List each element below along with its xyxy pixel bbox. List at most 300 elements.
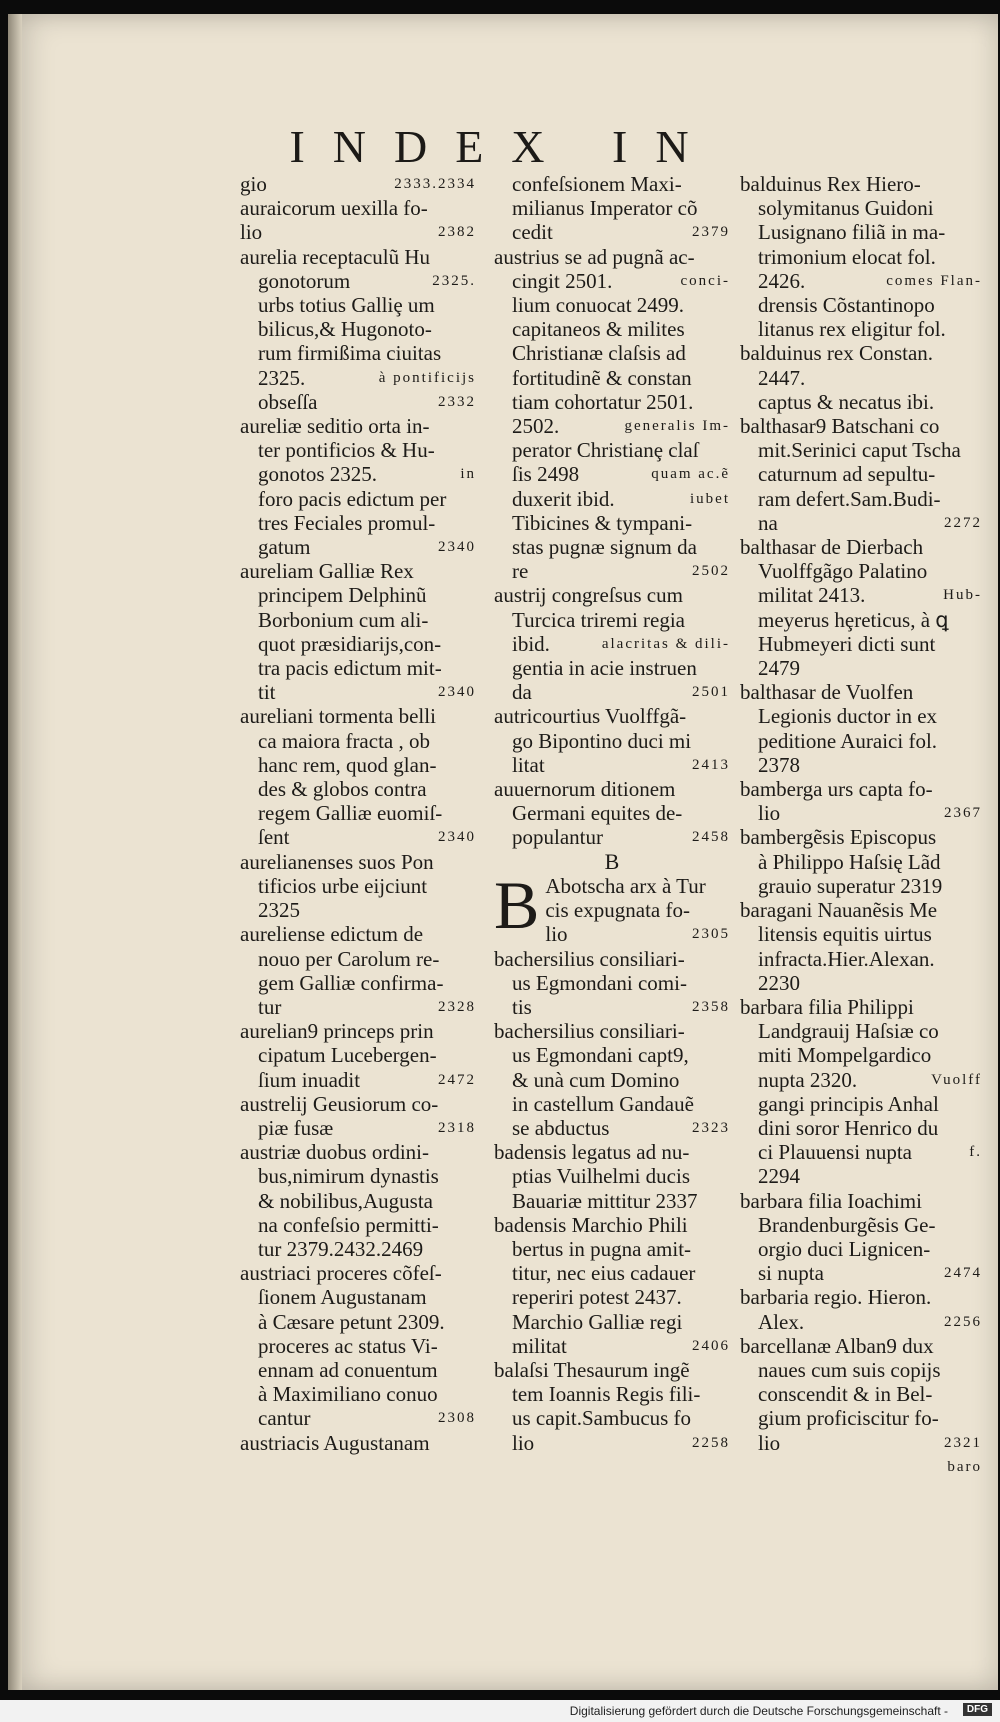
index-text: foro pacis edictum per [258, 486, 447, 511]
index-line [494, 1164, 730, 1188]
index-text: cis expugnata fo- [545, 898, 690, 923]
index-line [494, 583, 730, 607]
index-text: ennam ad conuentum [258, 1357, 438, 1382]
index-text: si nupta [758, 1261, 824, 1286]
index-ref: 2318 [438, 1119, 476, 1136]
index-text: us Egmondani capt9, [512, 1043, 689, 1068]
index-line [494, 632, 730, 656]
index-line [740, 608, 982, 632]
index-text: bertus in pugna amit- [512, 1236, 692, 1261]
index-text: fortitudinẽ & constan [512, 365, 692, 390]
index-text: Legionis ductor in ex [758, 704, 938, 729]
index-text: nouo per Carolum re- [258, 946, 440, 971]
index-line [494, 680, 730, 704]
index-line [494, 341, 730, 365]
index-line [740, 172, 982, 196]
index-ref: 2458 [692, 829, 730, 846]
index-text: proceres ac status Vi- [258, 1333, 438, 1358]
index-text: Hubmeyeri dicti sunt [758, 631, 936, 656]
index-text: cingit 2501. [512, 268, 613, 293]
index-line [240, 1406, 476, 1430]
index-text: bilicus,& Hugonoto- [258, 317, 432, 342]
index-text: balduinus rex Constan. [740, 341, 934, 366]
index-line [740, 680, 982, 704]
index-line [740, 1285, 982, 1309]
index-text: bamberga urs capta fo- [740, 777, 933, 802]
index-line [740, 1019, 982, 1043]
index-text: bachersilius consiliari- [494, 946, 685, 971]
index-line [240, 245, 476, 269]
index-line [240, 995, 476, 1019]
index-line [740, 801, 982, 825]
index-line [494, 947, 730, 971]
index-text: mit.Serinici caput Tscha [758, 438, 961, 463]
index-text: peditione Auraici fol. [758, 728, 938, 753]
index-text: badensis legatus ad nu- [494, 1140, 690, 1165]
index-line [494, 777, 730, 801]
index-line [494, 971, 730, 995]
index-line [240, 1358, 476, 1382]
footer-credit: Digitalisierung gefördert durch die Deutsche Forschungsgemeinschaft - [569, 1704, 948, 1718]
index-line [240, 1213, 476, 1237]
index-text: meyerus hȩreticus, à ꝗ [758, 607, 949, 632]
index-column-2 [494, 172, 730, 1455]
index-text: ſium inuadit [258, 1067, 361, 1092]
drop-cap-b: B [494, 866, 540, 943]
index-text: Lusignano filiã in ma- [758, 220, 946, 245]
index-line [494, 1358, 730, 1382]
index-line [494, 1261, 730, 1285]
index-text: nupta 2320. [758, 1067, 858, 1092]
index-text: aurelianenses suos Pon [240, 849, 434, 874]
index-text: go Bipontino duci mi [512, 728, 692, 753]
index-line [494, 656, 730, 680]
index-column-3 [740, 172, 982, 1479]
page-binding-edge [8, 14, 22, 1690]
index-ref: 2472 [438, 1071, 476, 1088]
index-ref: conci- [680, 272, 730, 289]
index-text: cipatum Lucebergen- [258, 1043, 437, 1068]
index-text: re [512, 559, 529, 584]
index-ref: 2358 [692, 998, 730, 1015]
index-line [740, 1092, 982, 1116]
index-text: austrij congreſsus cum [494, 583, 683, 608]
index-ref: à pontificijs [378, 369, 476, 386]
index-line [240, 922, 476, 946]
index-line [240, 777, 476, 801]
page-title: INDEX IN [289, 121, 717, 172]
index-text: miti Mompelgardico [758, 1043, 932, 1068]
index-line [494, 487, 730, 511]
index-line [240, 1019, 476, 1043]
index-text: Marchio Galliæ regi [512, 1309, 683, 1334]
index-text: tres Feciales promul- [258, 510, 436, 535]
index-line [240, 1116, 476, 1140]
index-text: aurelian9 princeps prin [240, 1019, 434, 1044]
index-text: perator Christianȩ claſ [512, 438, 699, 463]
index-ref: 2256 [944, 1313, 982, 1330]
index-text: gio [240, 172, 267, 196]
index-line [494, 462, 730, 486]
index-text: in castellum Gandauẽ [512, 1091, 694, 1116]
index-text: na confeſsio permitti- [258, 1212, 439, 1237]
index-line [740, 1310, 982, 1334]
index-text: bus,nimirum dynastis [258, 1164, 439, 1189]
index-line [494, 801, 730, 825]
index-line [740, 729, 982, 753]
index-text: lio [545, 922, 568, 947]
index-line [240, 172, 476, 196]
index-ref: 2379 [692, 224, 730, 241]
index-line [494, 753, 730, 777]
index-text: austriæ duobus ordini- [240, 1140, 429, 1165]
index-text: se abductus [512, 1115, 610, 1140]
index-line [240, 874, 476, 898]
index-ref: alacritas & dili- [601, 635, 730, 652]
index-text: austrelij Geusiorum co- [240, 1091, 439, 1116]
index-line [240, 1431, 476, 1455]
index-ref: quam ac.ẽ [651, 466, 730, 483]
index-text: autricourtius Vuolffgã- [494, 704, 687, 729]
index-line [240, 583, 476, 607]
index-line [740, 414, 982, 438]
index-line [240, 341, 476, 365]
index-text: da [512, 680, 532, 705]
index-text: tit [258, 680, 276, 705]
index-column-1 [240, 172, 476, 1455]
index-text: drensis Cõstantinopo [758, 293, 935, 318]
index-text: dini soror Henrico du [758, 1115, 939, 1140]
index-text: baragani Nauanẽsis Me [740, 898, 938, 923]
index-line [494, 1068, 730, 1092]
index-line [740, 753, 982, 777]
index-text: à Philippo Haſsię Lãd [758, 849, 941, 874]
index-line [740, 1406, 982, 1430]
index-text: & unà cum Domino [512, 1067, 680, 1092]
section-b-entries [494, 866, 730, 1455]
index-text: 2502. [512, 414, 560, 439]
index-line [494, 269, 730, 293]
index-line [240, 1310, 476, 1334]
index-line [240, 680, 476, 704]
index-text: balthasar de Dierbach [740, 535, 924, 560]
index-line [240, 366, 476, 390]
index-text: Germani equites de- [512, 801, 683, 826]
index-ref: baro [947, 1458, 982, 1475]
index-text: aurelia receptaculũ Hu [240, 244, 431, 269]
index-line [240, 559, 476, 583]
index-line [240, 608, 476, 632]
index-text: austrius se ad pugnã ac- [494, 244, 695, 269]
index-text: populantur [512, 825, 603, 850]
index-ref: in [460, 466, 476, 483]
index-ref: Hub- [943, 587, 982, 604]
index-text: ram defert.Sam.Budi- [758, 486, 941, 511]
index-line [740, 462, 982, 486]
index-text: trimonium elocat fol. [758, 244, 936, 269]
index-line [494, 1140, 730, 1164]
index-line [494, 293, 730, 317]
index-line [494, 559, 730, 583]
index-line [740, 1455, 982, 1479]
index-line [240, 850, 476, 874]
index-text: bambergẽsis Episcopus [740, 825, 937, 850]
index-line [740, 269, 982, 293]
index-text: Bauariæ mittitur 2337 [512, 1188, 698, 1213]
index-text: hanc rem, quod glan- [258, 752, 437, 777]
index-text: austriacis Augustanam [240, 1430, 430, 1455]
index-line [494, 220, 730, 244]
index-line [740, 1213, 982, 1237]
index-text: Vuolffgãgo Palatino [758, 559, 928, 584]
index-text: aureliense edictum de [240, 922, 424, 947]
index-text: auraicorum uexilla fo- [240, 196, 428, 221]
index-ref: 2332 [438, 393, 476, 410]
index-line [494, 1116, 730, 1140]
index-line [240, 390, 476, 414]
index-line [740, 487, 982, 511]
index-line [240, 753, 476, 777]
index-line [740, 1116, 982, 1140]
index-line [494, 1092, 730, 1116]
index-text: stas pugnæ signum da [512, 535, 697, 560]
index-text: lio [758, 801, 781, 826]
index-ref: 2323 [692, 1119, 730, 1136]
index-text: 2378 [758, 752, 800, 777]
index-line [494, 1285, 730, 1309]
index-ref: 2340 [438, 684, 476, 701]
index-line [240, 1189, 476, 1213]
index-line [240, 511, 476, 535]
index-text: austriaci proceres cõfeſ- [240, 1261, 442, 1286]
index-text: gem Galliæ confirma- [258, 970, 444, 995]
index-text: ptias Vuilhelmi ducis [512, 1164, 691, 1189]
index-line [740, 1358, 982, 1382]
index-line [494, 172, 730, 196]
index-text: barbaria regio. Hieron. [740, 1285, 932, 1310]
index-line [240, 487, 476, 511]
index-text: lio [240, 220, 263, 245]
index-line [240, 1043, 476, 1067]
index-line [740, 390, 982, 414]
index-text: gonotos 2325. [258, 462, 378, 487]
index-line [740, 366, 982, 390]
index-line [740, 947, 982, 971]
index-text: aureliam Galliæ Rex [240, 559, 414, 584]
index-line [240, 947, 476, 971]
index-line [240, 1334, 476, 1358]
index-line [494, 196, 730, 220]
index-ref: 2305 [692, 926, 730, 943]
index-ref: 2258 [692, 1434, 730, 1451]
index-text: tificios urbe eijciunt [258, 873, 428, 898]
index-text: militat 2413. [758, 583, 866, 608]
index-line [494, 511, 730, 535]
index-ref: 2340 [438, 539, 476, 556]
index-text: gentia in acie instruen [512, 656, 697, 681]
index-text: naues cum suis copijs [758, 1357, 941, 1382]
index-line [240, 729, 476, 753]
index-text: Abotscha arx à Tur [545, 873, 706, 898]
index-line [240, 535, 476, 559]
index-text: lio [512, 1430, 535, 1455]
index-ref: 2333.2334 [394, 176, 476, 192]
index-line [740, 535, 982, 559]
index-text: piæ fusæ [258, 1115, 334, 1140]
index-text: milianus Imperator cõ [512, 196, 698, 221]
index-text: 2426. [758, 268, 806, 293]
index-line [740, 1237, 982, 1261]
index-ref: 2272 [944, 514, 982, 531]
index-ref: 2308 [438, 1410, 476, 1427]
index-text: badensis Marchio Phili [494, 1212, 688, 1237]
index-text: & nobilibus,Augusta [258, 1188, 434, 1213]
index-text: aureliani tormenta belli [240, 704, 436, 729]
index-text: Landgrauij Haſsiæ co [758, 1019, 939, 1044]
index-text: principem Delphinũ [258, 583, 427, 608]
index-line [240, 1092, 476, 1116]
index-text: us Egmondani comi- [512, 970, 687, 995]
index-text: bachersilius consiliari- [494, 1019, 685, 1044]
index-line [494, 825, 730, 849]
index-line [494, 245, 730, 269]
index-text: confeſsionem Maxi- [512, 172, 682, 196]
index-line [740, 511, 982, 535]
index-ref: comes Flan- [886, 272, 982, 289]
index-line [740, 777, 982, 801]
index-line [740, 1261, 982, 1285]
index-ref: 2382 [438, 224, 476, 241]
index-text: Christianæ claſsis ad [512, 341, 686, 366]
index-text: Brandenburgẽsis Ge- [758, 1212, 936, 1237]
index-line [740, 704, 982, 728]
index-text: gatum [258, 535, 311, 560]
index-text: tem Ioannis Regis fili- [512, 1382, 701, 1407]
index-text: Alex. [758, 1309, 805, 1334]
index-line [740, 1334, 982, 1358]
index-line [740, 583, 982, 607]
index-line [494, 1334, 730, 1358]
index-ref: 2367 [944, 805, 982, 822]
index-line [740, 922, 982, 946]
index-line [240, 462, 476, 486]
index-text: ſionem Augustanam [258, 1285, 427, 1310]
index-line [240, 1382, 476, 1406]
index-line [494, 704, 730, 728]
index-ref: 2321 [944, 1434, 982, 1451]
index-text: tra pacis edictum mit- [258, 656, 442, 681]
index-line [740, 1382, 982, 1406]
index-text: solymitanus Guidoni [758, 196, 934, 221]
index-line [740, 196, 982, 220]
index-text: Borbonium cum ali- [258, 607, 429, 632]
index-text: gangi principis Anhal [758, 1091, 939, 1116]
index-ref: 2325. [432, 272, 476, 289]
index-line [494, 995, 730, 1019]
index-ref: Vuolff [931, 1071, 982, 1088]
index-line [240, 971, 476, 995]
index-text: obseſſa [258, 389, 318, 414]
index-line [740, 220, 982, 244]
index-line [494, 1382, 730, 1406]
index-line [494, 1213, 730, 1237]
index-text: 2479 [758, 656, 800, 681]
index-text: ci Plauuensi nupta [758, 1140, 912, 1165]
index-line [494, 366, 730, 390]
index-text: ter pontificios & Hu- [258, 438, 435, 463]
index-line [494, 535, 730, 559]
index-line [494, 729, 730, 753]
index-text: grauio superatur 2319 [758, 873, 943, 898]
index-text: litensis equitis uirtus [758, 922, 932, 947]
index-line [240, 269, 476, 293]
index-text: gium proficiscitur fo- [758, 1406, 939, 1431]
index-ref: 2474 [944, 1265, 982, 1282]
index-line [240, 1237, 476, 1261]
index-line [740, 1164, 982, 1188]
index-text: auuernorum ditionem [494, 777, 676, 802]
index-text: balduinus Rex Hiero- [740, 172, 921, 196]
index-text: urbs totius Galliȩ um [258, 293, 435, 318]
index-text: 2447. [758, 365, 806, 390]
index-line [494, 1310, 730, 1334]
index-line [240, 317, 476, 341]
index-line [494, 438, 730, 462]
index-text: duxerit ibid. [512, 486, 615, 511]
index-line [494, 608, 730, 632]
index-line [740, 438, 982, 462]
index-text: na [758, 510, 778, 535]
index-line [240, 825, 476, 849]
index-line [740, 559, 982, 583]
index-text: litanus rex eligitur fol. [758, 317, 946, 342]
index-text: ibid. [512, 631, 550, 656]
index-line [740, 656, 982, 680]
index-text: tis [512, 994, 532, 1019]
index-line [740, 1431, 982, 1455]
index-ref: f. [969, 1144, 982, 1161]
index-text: captus & necatus ibi. [758, 389, 935, 414]
index-text: tur [258, 994, 282, 1019]
index-line [494, 1237, 730, 1261]
index-text: titur, nec eius cadauer [512, 1261, 696, 1286]
section-heading-b: B [604, 848, 620, 874]
index-text: balthasar de Vuolfen [740, 680, 914, 705]
index-line [240, 898, 476, 922]
index-line [240, 704, 476, 728]
index-line [740, 1140, 982, 1164]
index-line [240, 1261, 476, 1285]
index-text: lium conuocat 2499. [512, 293, 685, 318]
index-text: caturnum ad sepultu- [758, 462, 936, 487]
index-text: capitaneos & milites [512, 317, 685, 342]
index-text: militat [512, 1333, 567, 1358]
index-line [740, 317, 982, 341]
index-line [740, 1068, 982, 1092]
index-line [740, 1043, 982, 1067]
index-line [494, 414, 730, 438]
index-line [740, 898, 982, 922]
index-line [240, 220, 476, 244]
index-ref: 2340 [438, 829, 476, 846]
index-text: us capit.Sambucus fo [512, 1406, 692, 1431]
index-text: litat [512, 752, 545, 777]
index-text: Tibicines & tympani- [512, 510, 693, 535]
index-text: à Maximiliano conuo [258, 1382, 438, 1407]
index-line [740, 293, 982, 317]
index-text: à Cæsare petunt 2309. [258, 1309, 445, 1334]
index-line [240, 656, 476, 680]
